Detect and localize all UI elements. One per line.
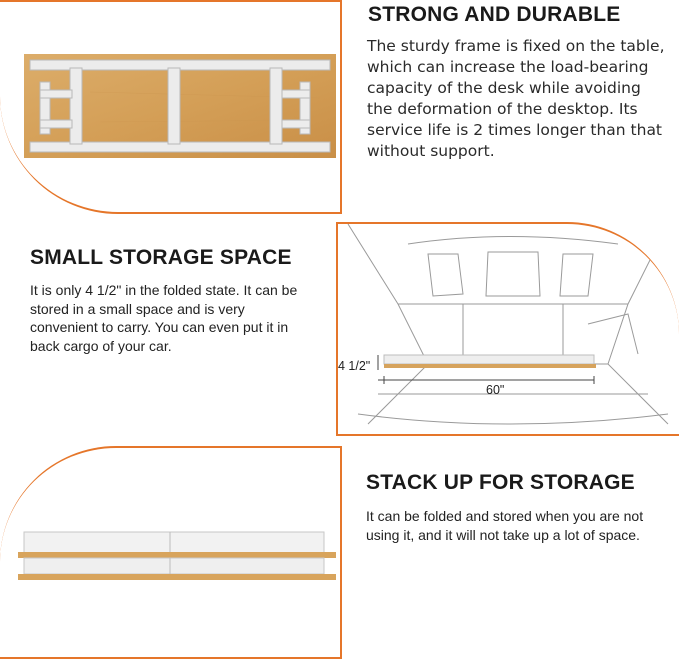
stacked-tables-image: [0, 448, 342, 659]
section-title-small-storage: SMALL STORAGE SPACE: [30, 246, 292, 269]
frame-underside-photo: [0, 0, 342, 214]
car-cargo-sketch-image: [338, 224, 679, 436]
section-title-stack-up: STACK UP FOR STORAGE: [366, 471, 635, 494]
section-title-strong-durable: STRONG AND DURABLE: [368, 3, 621, 26]
dimension-length-label: 60": [486, 383, 505, 397]
frame-stacked-tables-photo: [0, 446, 342, 659]
section-body-small-storage: It is only 4 1/2" in the folded state. It can be stored in a small space and is very convenient to carry. You can even put it in back cargo of your car.: [30, 282, 298, 354]
table-underside-image: [0, 2, 342, 214]
section-body-strong-durable: The sturdy frame is fixed on the table, which can increase the load-bearing capacity of the desk while avoiding the deformation of the desktop. Its service life is 2 times longer than that without support.: [367, 37, 665, 160]
dimension-height-label: 4 1/2": [338, 359, 371, 373]
section-body-stack-up: It can be folded and stored when you are not using it, and it will not take up a lot of space.: [366, 508, 644, 543]
frame-car-cargo-photo: [336, 222, 679, 436]
